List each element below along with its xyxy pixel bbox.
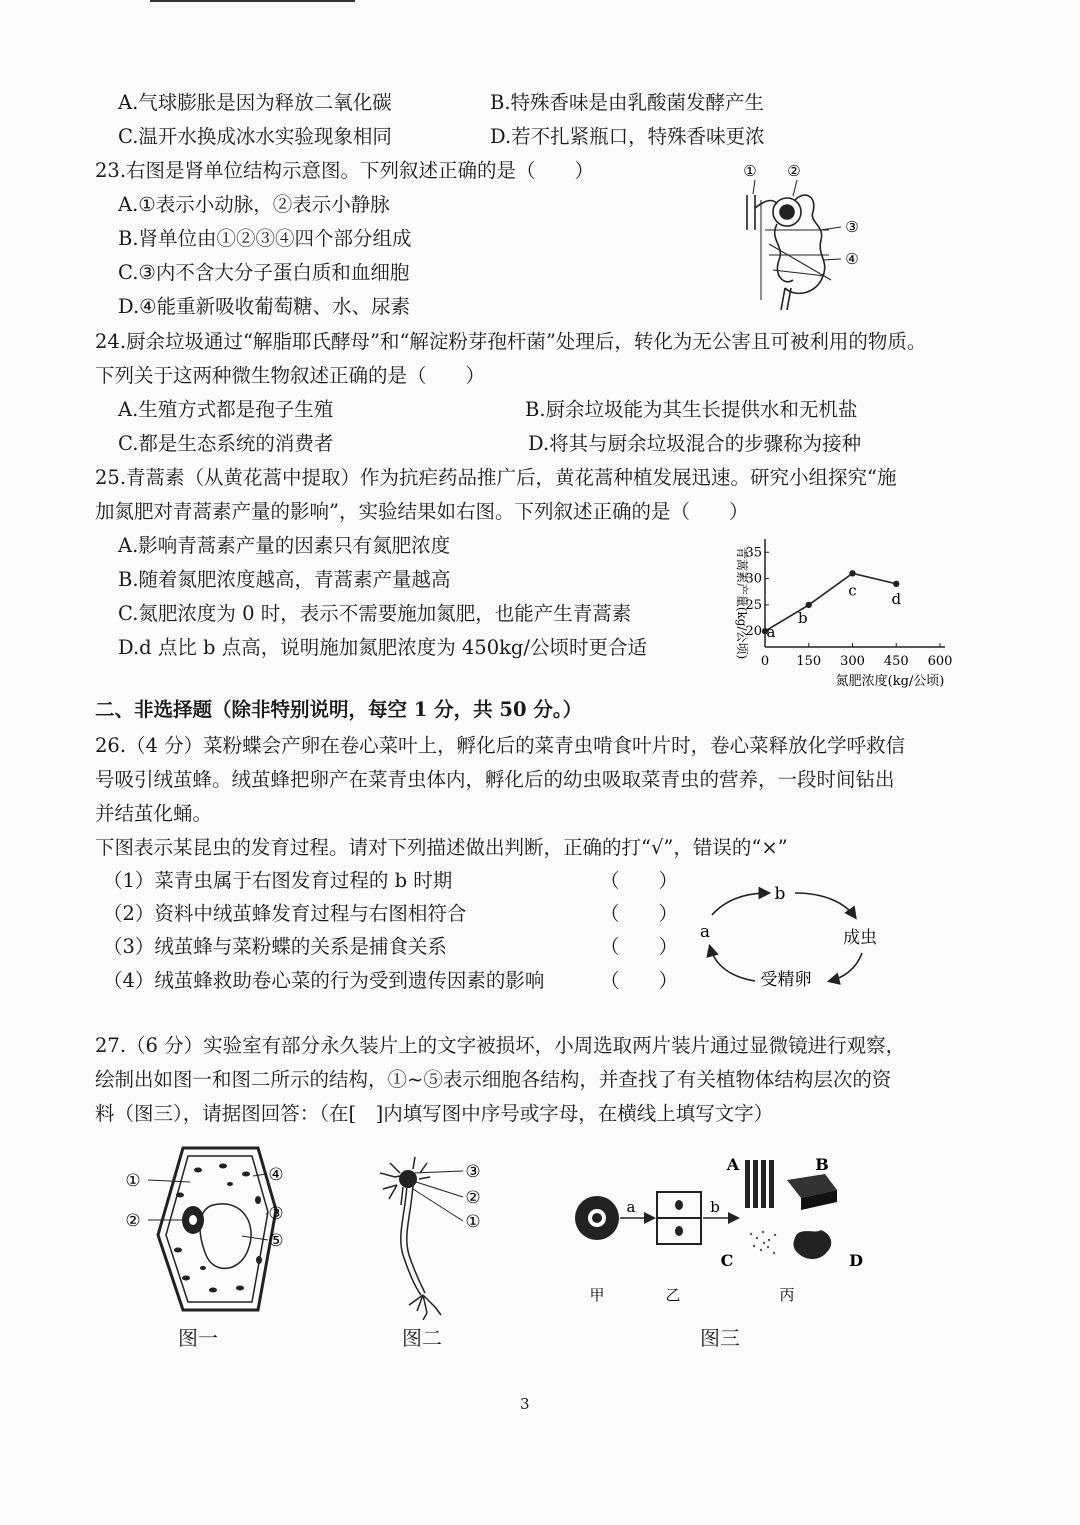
q25-option-c: C.氮肥浓度为 0 时，表示不需要施加氮肥，也能产生青蒿素 (118, 602, 632, 625)
q24-stem-line1: 24.厨余垃圾通过“解脂耶氏酵母”和“解淀粉芽孢杆菌”处理后，转化为无公害且可被利用的物质。 (95, 330, 927, 353)
q26-answer-4[interactable]: （ ） (600, 969, 679, 992)
q26-answer-3[interactable]: （ ） (600, 935, 679, 958)
chart-marks (762, 570, 902, 641)
chart-point-b (806, 602, 812, 608)
q27-line3: 料（图三），请据图回答：（在[ ]内填写图中序号或字母，在横线上填写文字） (95, 1102, 774, 1125)
q27-line1: 27.（6 分）实验室有部分永久装片上的文字被损坏，小周选取两片装片通过显微镜进行观察， (95, 1034, 906, 1057)
q25-option-d: D.d 点比 b 点高，说明施加氮肥浓度为 450kg/公顷时更合适 (118, 636, 647, 659)
figure-1-caption: 图一 (178, 1326, 218, 1350)
q26-line3: 并结茧化蛹。 (95, 802, 213, 825)
q22-option-c: C.温开水换成冰水实验现象相同 (118, 125, 392, 148)
chart-x-axis-label: 氮肥浓度(kg/公顷) (835, 674, 945, 689)
fig2-label-1: ① (465, 1212, 481, 1232)
cycle-stage-a: a (699, 922, 711, 942)
q24-option-d: D.将其与厨余垃圾混合的步骤称为接种 (528, 432, 862, 455)
q27-line2: 绘制出如图一和图二所示的结构，①~⑤表示细胞各结构，并查找了有关植物体结构层次的资 (95, 1068, 892, 1091)
nephron-label-3: ③ (845, 218, 859, 236)
q26-line1: 26.（4 分）菜粉蝶会产卵在卷心菜叶上，孵化后的菜青虫啃食叶片时，卷心菜释放化学呼救信 (95, 734, 906, 757)
q23-option-b: B.肾单位由①②③④四个部分组成 (118, 227, 412, 250)
fig1-label-4: ④ (268, 1165, 284, 1185)
chart-x-tick-label: 450 (883, 654, 909, 669)
q24-option-c: C.都是生态系统的消费者 (118, 432, 334, 455)
header-rule (150, 0, 355, 2)
figure-2-neuron (375, 1155, 490, 1320)
q24-stem-line2: 下列关于这两种微生物叙述正确的是（ ） (95, 364, 486, 387)
fig3-jia: 甲 (589, 1286, 605, 1304)
nephron-label-2: ② (787, 162, 801, 180)
chart-point-label-a: a (766, 623, 776, 642)
q24-option-a: A.生殖方式都是孢子生殖 (118, 398, 334, 421)
cycle-stage-adult: 成虫 (843, 928, 877, 948)
fig2-label-2: ② (465, 1188, 481, 1208)
figure-1-plant-cell (118, 1140, 303, 1320)
cycle-arrow-b-adult (795, 893, 855, 917)
nitrogen-yield-chart (715, 535, 965, 690)
q25-option-a: A.影响青蒿素产量的因素只有氮肥浓度 (118, 534, 451, 557)
q22-option-b: B.特殊香味是由乳酸菌发酵产生 (490, 91, 765, 114)
chart-axes (745, 539, 952, 669)
chart-y-tick-label: 20 (745, 624, 762, 640)
chart-point-label-c: c (848, 581, 857, 600)
chart-x-tick-label: 600 (927, 654, 953, 669)
chart-point-label-d: d (891, 589, 902, 608)
section-2-title: 二、非选择题（除非特别说明，每空 1 分，共 50 分。） (95, 698, 583, 721)
fig3-arrow-b: b (710, 1198, 720, 1216)
q25-stem-line2: 加氮肥对青蒿素产量的影响”，实验结果如右图。下列叙述正确的是（ ） (95, 500, 749, 523)
q26-item-1: （1）菜青虫属于右图发育过程的 b 时期 (103, 869, 453, 892)
nephron-label-1: ① (743, 162, 757, 180)
q25-stem-line1: 25.青蒿素（从黄花蒿中提取）作为抗疟药品推广后，黄花蒿种植发展迅速。研究小组探究“施 (95, 466, 897, 489)
q23-option-a: A.①表示小动脉，②表示小静脉 (118, 193, 390, 216)
cycle-stage-b: b (774, 884, 786, 904)
chart-x-tick-label: 150 (796, 654, 822, 669)
cycle-arrow-a-b (712, 893, 768, 915)
fig3-label-C: C (720, 1251, 734, 1270)
chart-y-tick-label: 35 (745, 545, 762, 561)
cycle-arrow-egg-a (710, 947, 755, 981)
chart-point-label-b: b (797, 608, 808, 627)
fig1-label-2: ② (125, 1211, 141, 1231)
q26-line2: 号吸引绒茧蜂。绒茧蜂把卵产在菜青虫体内，孵化后的幼虫吸取菜青虫的营养，一段时间钻出 (95, 768, 895, 791)
q22-option-d: D.若不扎紧瓶口，特殊香味更浓 (490, 125, 765, 148)
q26-answer-2[interactable]: （ ） (600, 902, 679, 925)
chart-y-axis-label: 青蒿素产量(kg/公顷) (735, 546, 749, 660)
q23-stem: 23.右图是肾单位结构示意图。下列叙述正确的是（ ） (95, 159, 595, 182)
fig3-label-A: A (726, 1155, 740, 1174)
fig1-label-3: ③ (268, 1204, 284, 1224)
fig1-label-5: ⑤ (268, 1231, 284, 1251)
q26-item-2: （2）资料中绒茧蜂发育过程与右图相符合 (103, 902, 467, 925)
q26-item-3: （3）绒茧蜂与菜粉蝶的关系是捕食关系 (103, 935, 447, 958)
page-number: 3 (520, 1395, 530, 1413)
fig1-label-1: ① (125, 1171, 141, 1191)
fig3-label-B: B (815, 1155, 829, 1174)
chart-y-tick-label: 25 (745, 597, 762, 613)
nephron-diagram (725, 160, 875, 320)
cycle-stage-egg: 受精卵 (760, 970, 812, 990)
chart-y-tick-label: 30 (745, 571, 762, 587)
fig3-yi: 乙 (665, 1286, 681, 1304)
q26-answer-1[interactable]: （ ） (600, 869, 679, 892)
q26-line4: 下图表示某昆虫的发育过程。请对下列描述做出判断，正确的打“√”，错误的“×” (95, 836, 788, 859)
chart-series-line (765, 573, 896, 631)
fig2-label-3: ③ (465, 1162, 481, 1182)
figure-3-structure-levels (565, 1150, 875, 1310)
q22-option-a: A.气球膨胀是因为释放二氧化碳 (118, 91, 392, 114)
chart-point-d (893, 581, 899, 587)
q25-option-b: B.随着氮肥浓度越高，青蒿素产量越高 (118, 568, 451, 591)
chart-x-tick-label: 0 (760, 654, 770, 669)
q26-item-4: （4）绒茧蜂救助卷心菜的行为受到遗传因素的影响 (103, 969, 545, 992)
insect-life-cycle-diagram (690, 875, 900, 1000)
cycle-arrow-adult-egg (830, 953, 862, 981)
chart-x-tick-label: 300 (840, 654, 865, 669)
nephron-label-4: ④ (845, 250, 859, 268)
q23-option-c: C.③内不含大分子蛋白质和血细胞 (118, 261, 410, 284)
q24-option-b: B.厨余垃圾能为其生长提供水和无机盐 (525, 398, 858, 421)
figure-2-caption: 图二 (402, 1326, 442, 1350)
chart-point-c (849, 570, 855, 576)
fig3-bing: 丙 (779, 1286, 795, 1304)
figure-3-caption: 图三 (700, 1326, 740, 1350)
fig3-label-D: D (849, 1251, 863, 1270)
q23-option-d: D.④能重新吸收葡萄糖、水、尿素 (118, 295, 411, 318)
fig3-arrow-a: a (626, 1198, 636, 1216)
